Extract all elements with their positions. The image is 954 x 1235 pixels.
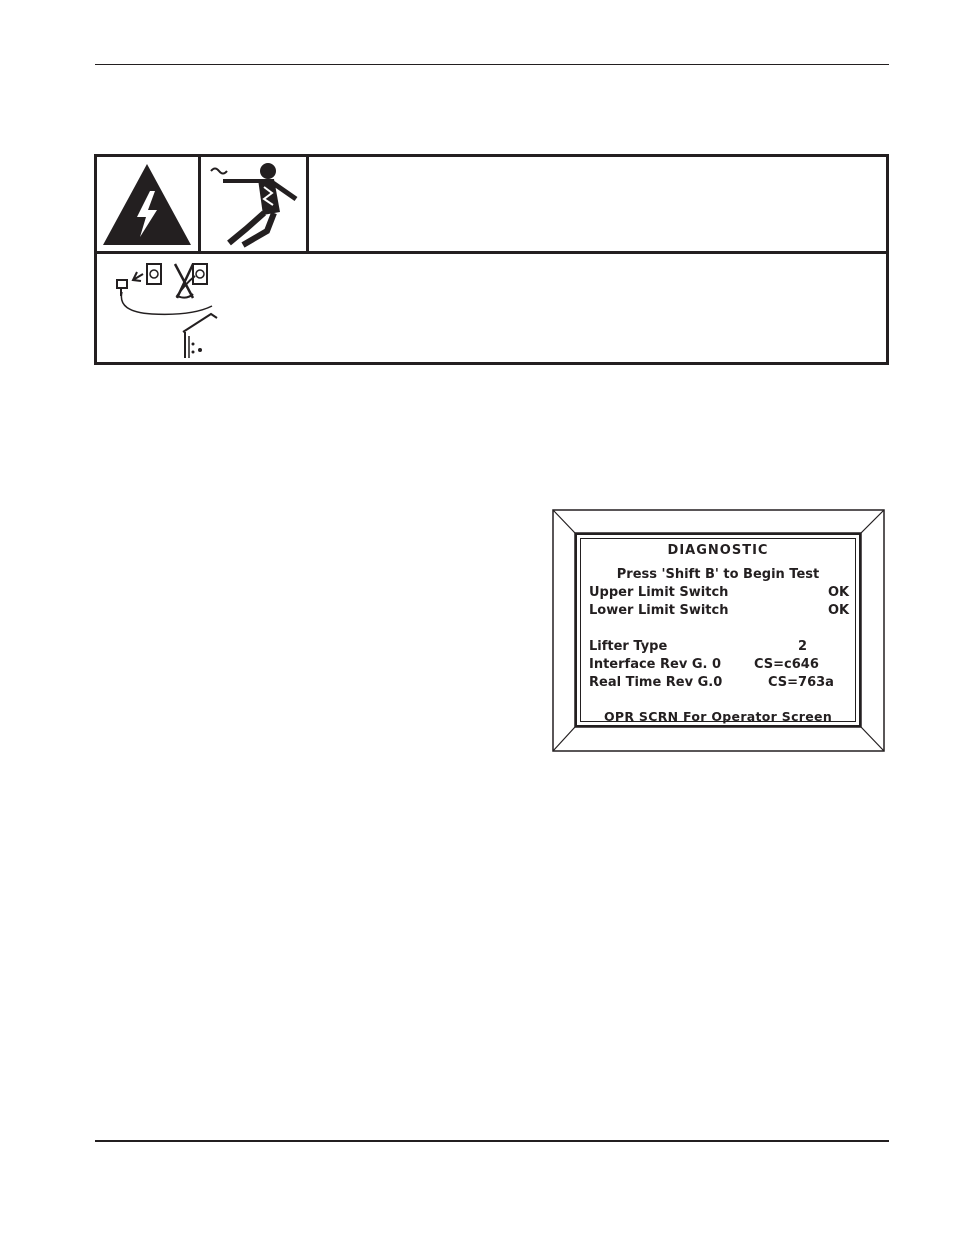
footer-rule (95, 1140, 889, 1142)
warning-panel (94, 154, 889, 365)
row-value-interface-rev: CS=c646 (754, 657, 819, 672)
row-label-upper-limit: Upper Limit Switch (589, 585, 729, 600)
row-value-upper-limit: OK (828, 585, 850, 600)
electrical-hazard-triangle-icon (97, 157, 198, 251)
hazard-icon-cell (97, 157, 201, 251)
row-value-lifter-type: 2 (798, 639, 808, 654)
diagnostic-display (575, 533, 861, 727)
row-value-realtime-rev: CS=763a (768, 675, 834, 690)
screen-footer: OPR SCRN For Operator Screen (603, 709, 833, 724)
header-rule (95, 64, 889, 65)
unplug-power-cord-icon (97, 254, 237, 362)
shock-icon-cell (201, 157, 309, 251)
screen-instruction: Press 'Shift B' to Begin Test (616, 567, 820, 582)
row-value-lower-limit: OK (828, 603, 850, 618)
unplug-icon-cell (97, 254, 886, 362)
row-label-lower-limit: Lower Limit Switch (589, 603, 729, 618)
screen-title: DIAGNOSTIC (667, 543, 769, 558)
row-label-realtime-rev: Real Time Rev G.0 (589, 675, 723, 690)
row-label-lifter-type: Lifter Type (589, 639, 668, 654)
electric-shock-person-icon (201, 157, 306, 251)
warning-header-row (97, 157, 886, 254)
row-label-interface-rev: Interface Rev G. 0 (589, 657, 722, 672)
display-inner-border (580, 538, 856, 722)
warning-text-cell (309, 157, 886, 251)
